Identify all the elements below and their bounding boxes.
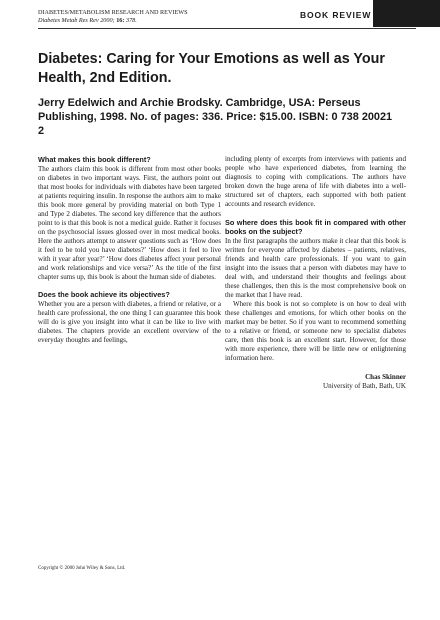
paragraph: Whether you are a person with diabetes, a friend or relative, or a health care professional, the one thing I can guarantee this book will do is give you insight into what it can be like to live with diabetes. The chapters provide an excellent overview of the everyday thoughts and feelings, [38,299,221,344]
reviewer-affiliation: University of Bath, Bath, UK [323,382,406,391]
reviewer-name: Chas Skinner [365,373,406,382]
left-column [38,155,221,345]
paragraph: including plenty of excerpts from interviews with patients and people who have experienced diabetes, from learning the diagnosis to coping with complications. The authors have broken down the huge arena of life with diabetes into a well-structured set of chapters, each supported with both patient accounts and research evidence. [225,155,406,209]
citation-journal: Diabetes Metab Res Rev [38,17,99,24]
heading-what-makes-different: What makes this book different? [38,155,151,164]
citation-year: 2000; [100,17,115,24]
citation-volume: 16: [116,17,125,24]
heading-where-fit: So where does this book fit in compared with other books on the subject? [225,218,406,237]
journal-citation [38,17,188,25]
citation-pages: 378. [125,17,137,24]
journal-header [38,9,188,25]
paragraph: The authors claim this book is different from most other books on diabetes in two important ways. First, the authors point out that most books for individuals with diabetes have been targeted at patients requiring insulin. In response the authors aim to make this book more general by providing material on both Type 1 and Type 2 diabetes. The second key difference that the authors point to is that this book is not a medical guide. Rather it focuses on the psychosocial issues glossed over in most medical books. Here the authors attempt to answer questions such as ‘How does it feel to be told you have diabetes?’ ‘How does it feel to live with it year after year?’ ‘How does diabetes affect your personal and work relationships and vice versa?’ As the title of the first chapter sums up, this book is about the human side of diabetes. [38,164,221,282]
paragraph: Where this book is not so complete is on how to deal with these challenges and emotions, for which other books on the market may be better. So if you want to recommend something to a relative or friend, or someone new to specialist diabetes care, then this book is an excellent start. However, for those with more experience, there will be little new or enlightening information here. [225,300,406,363]
heading-achieve-objectives: Does the book achieve its objectives? [38,290,170,300]
corner-tab [373,0,440,27]
book-details: Jerry Edelwich and Archie Brodsky. Cambridge, USA: Perseus Publishing, 1998. No. of pages: 336. Price: $15.00. ISBN: 0 738 20021 2 [38,97,393,137]
header-rule [38,28,416,29]
section-label: BOOK REVIEW [300,10,372,20]
paragraph: In the first paragraphs the authors make it clear that this book is written for everyone affected by diabetes – patients, relatives, friends and health care professionals. If you want to gain insight into the issues that a person with diabetes may have to deal with, and understand their thoughts and feelings about these challenges, then this is the most comprehensive book on the market that I have read. [225,236,406,300]
right-column [225,155,406,392]
reviewer-signature [225,373,406,391]
article-title: Diabetes: Caring for Your Emotions as well as Your Health, 2nd Edition. [38,51,385,86]
copyright-footer: Copyright © 2000 John Wiley & Sons, Ltd. [38,566,126,571]
journal-name: DIABETES/METABOLISM RESEARCH AND REVIEWS [38,9,188,16]
